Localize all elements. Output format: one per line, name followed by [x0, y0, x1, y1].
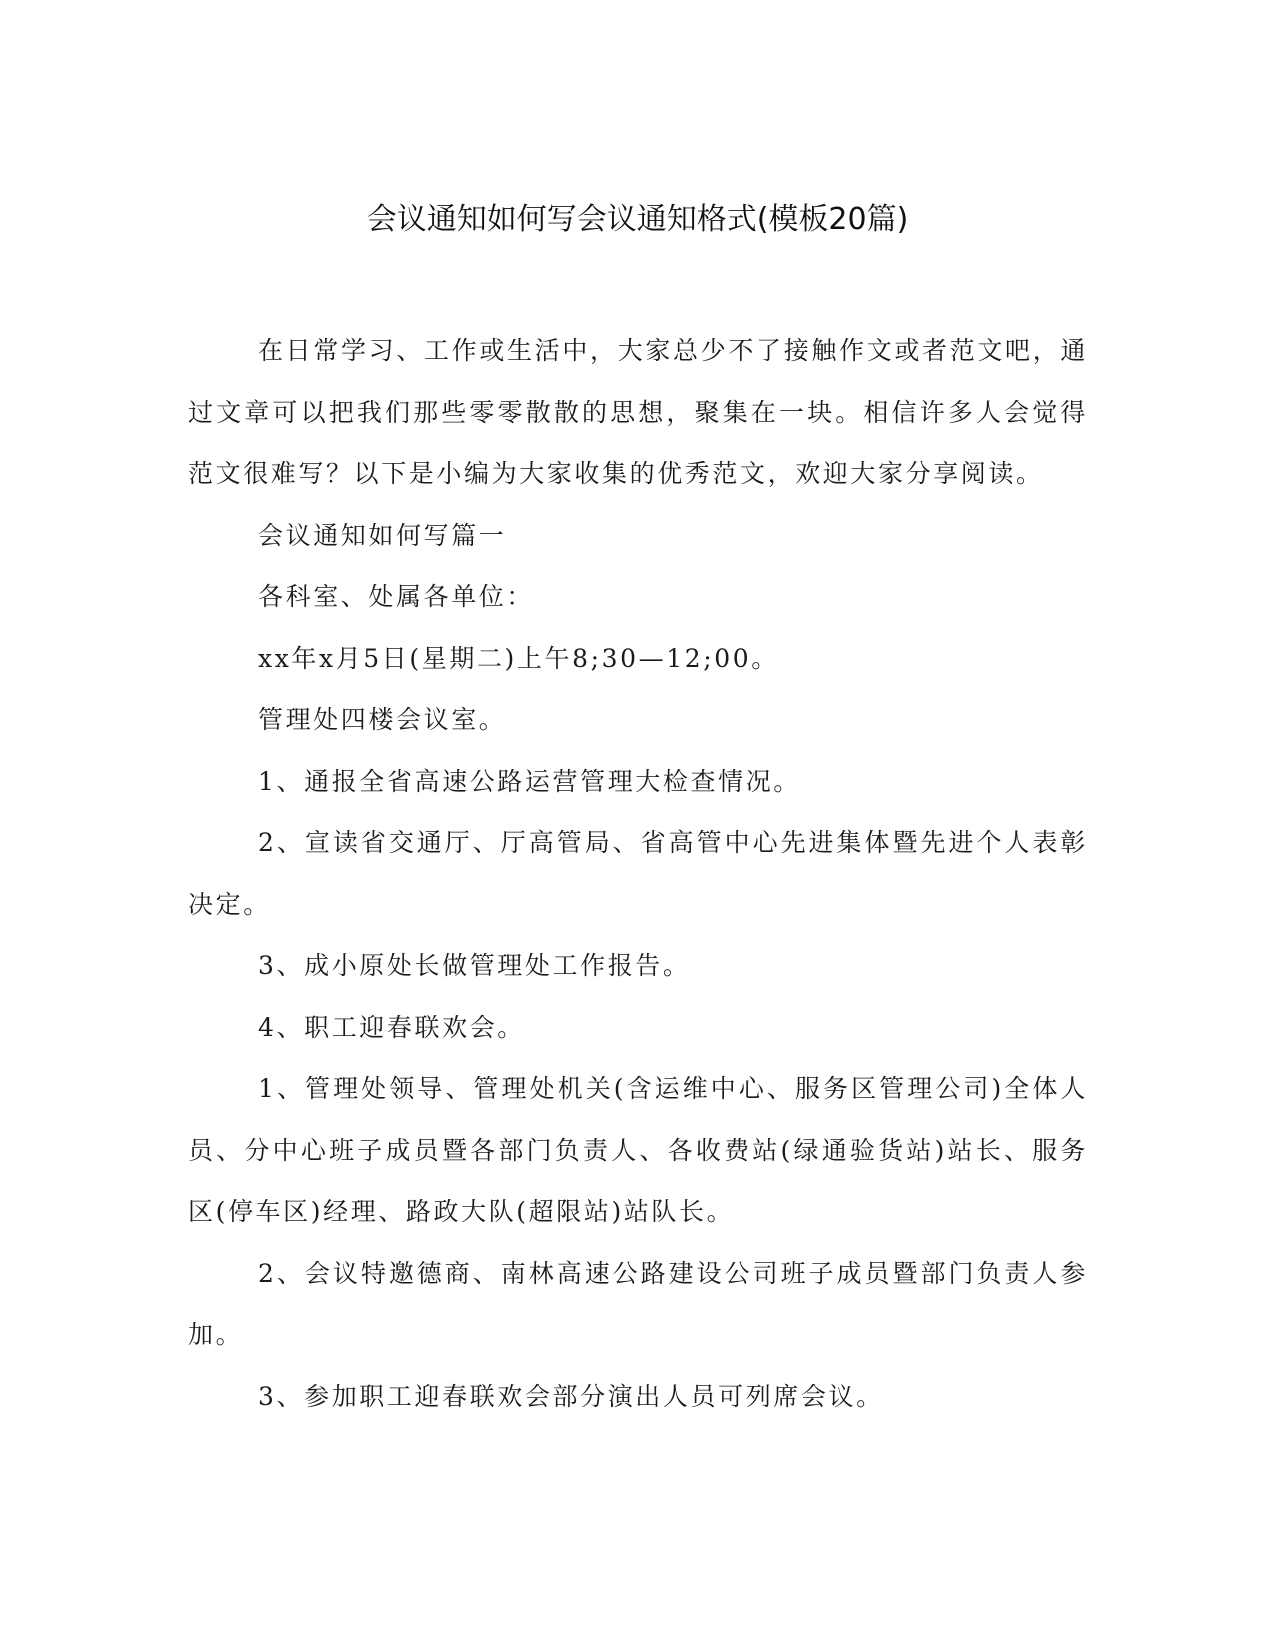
- attendee-item-2: 2、会议特邀德商、南林高速公路建设公司班子成员暨部门负责人参加。: [188, 1258, 1088, 1349]
- attendee-item-3: 3、参加职工迎春联欢会部分演出人员可列席会议。: [258, 1381, 884, 1411]
- salutation: 各科室、处属各单位：: [258, 582, 535, 611]
- agenda-item-4: 4、职工迎春联欢会。: [258, 1012, 525, 1042]
- document-body: [188, 320, 1088, 1427]
- section-heading: 会议通知如何写篇一: [258, 520, 507, 550]
- meeting-location: 管理处四楼会议室。: [258, 705, 507, 734]
- attendee-item-1: 1、管理处领导、管理处机关(含运维中心、服务区管理公司)全体人员、分中心班子成员暨各部门负责人、各收费站(绿通验货站)站长、服务区(停车区)经理、路政大队(超限站)站队长。: [188, 1074, 1088, 1226]
- meeting-time: xx年x月5日(星期二)上午8;30—12;00。: [258, 643, 779, 673]
- document-title: 会议通知如何写会议通知格式(模板20篇): [366, 202, 909, 237]
- agenda-item-1: 1、通报全省高速公路运营管理大检查情况。: [258, 766, 801, 796]
- intro-paragraph: 在日常学习、工作或生活中，大家总少不了接触作文或者范文吧，通过文章可以把我们那些零零散散的思想，聚集在一块。相信许多人会觉得范文很难写？以下是小编为大家收集的优秀范文，欢迎大家分享阅读。: [188, 336, 1088, 488]
- agenda-item-3: 3、成小原处长做管理处工作报告。: [258, 951, 691, 980]
- agenda-item-2: 2、宣读省交通厅、厅高管局、省高管中心先进集体暨先进个人表彰决定。: [188, 828, 1088, 919]
